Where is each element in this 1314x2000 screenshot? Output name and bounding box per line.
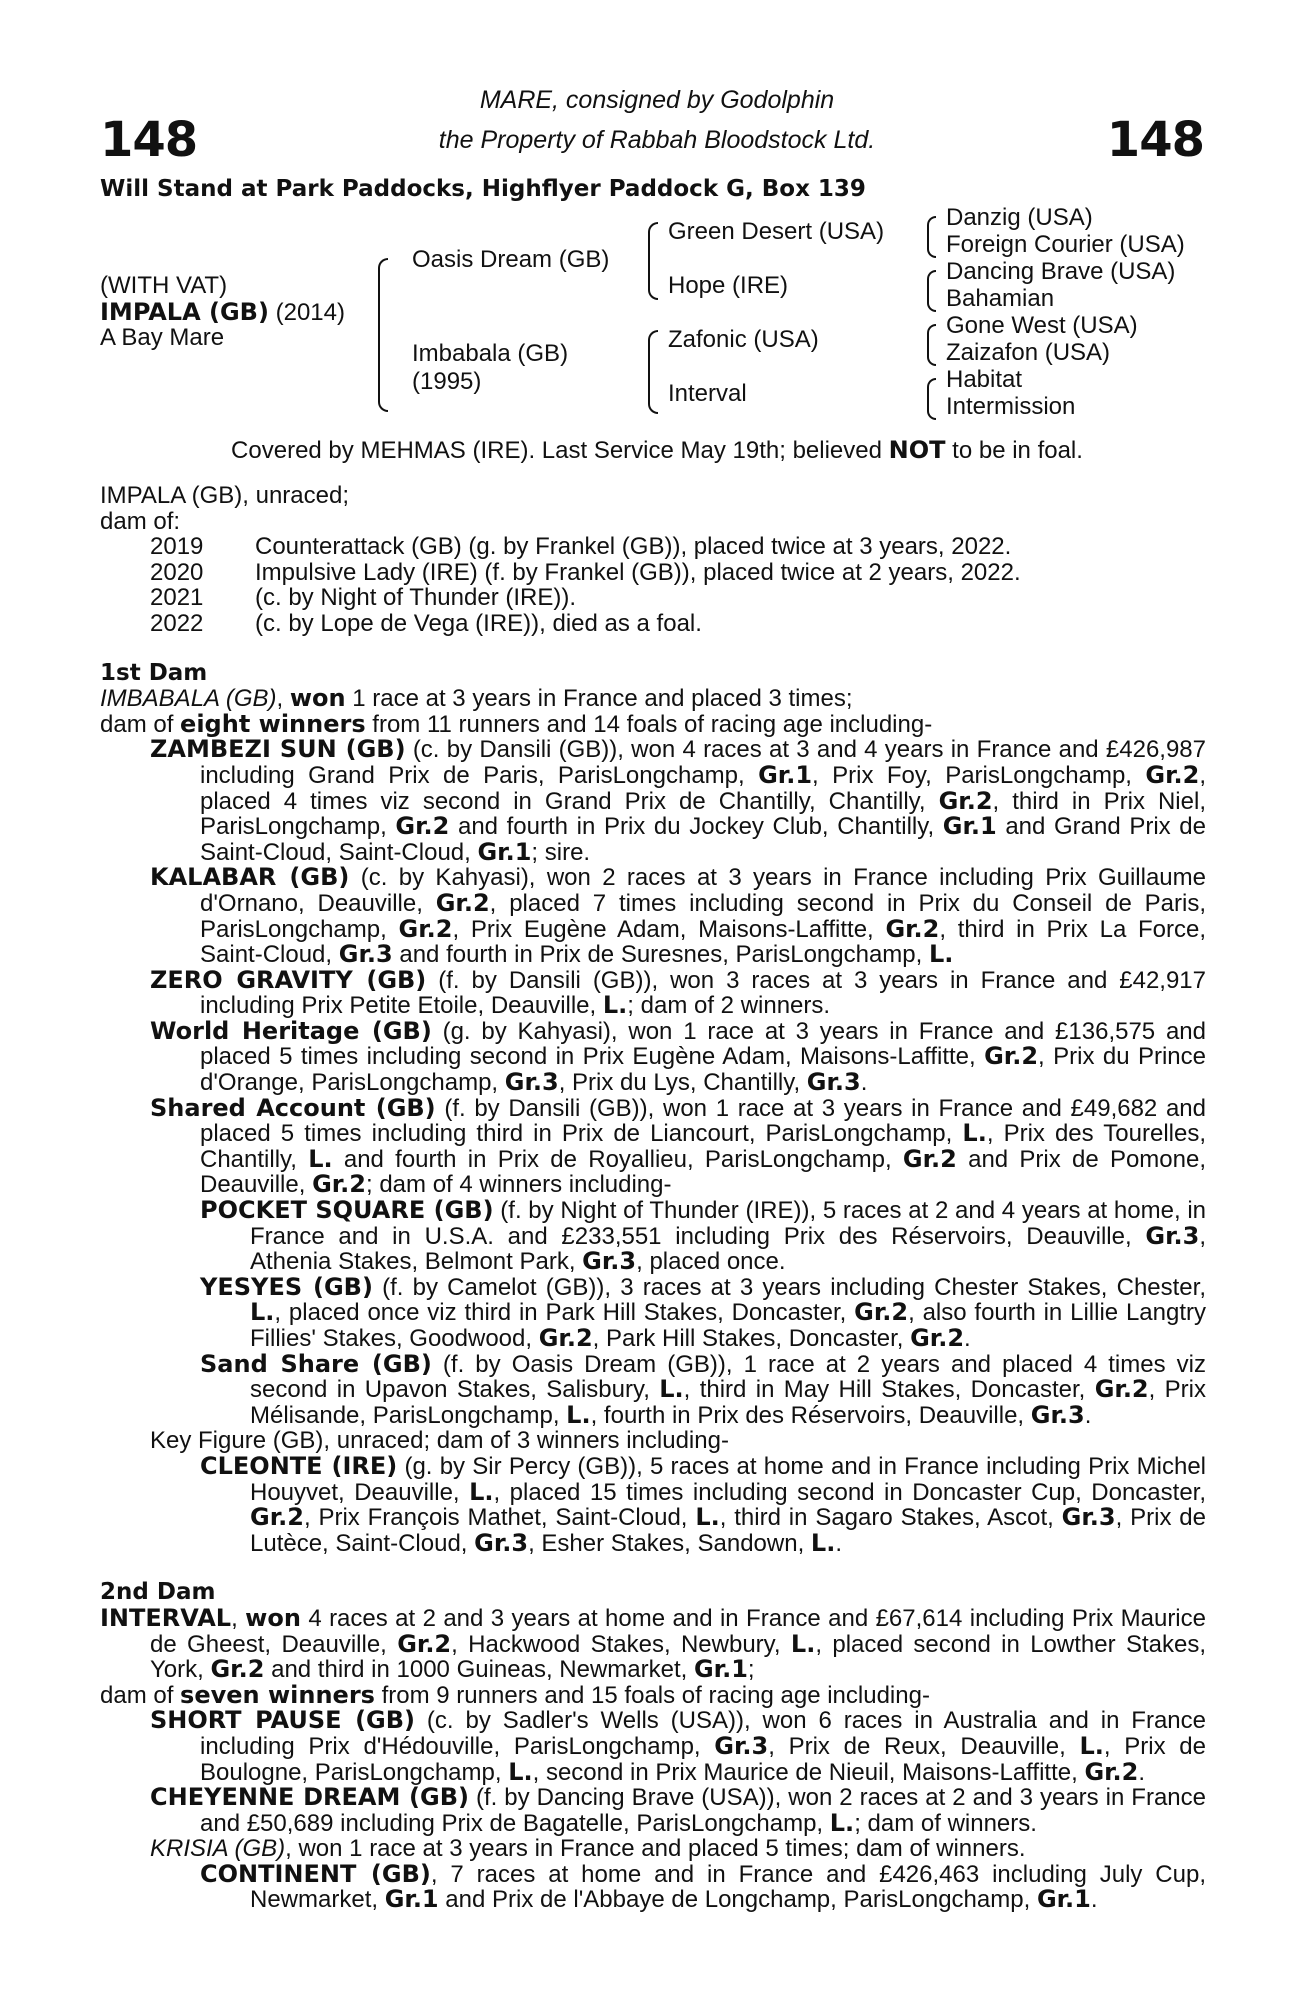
text-fragment: Gr.3 [1061, 1503, 1116, 1532]
text-fragment: . [860, 1069, 868, 1097]
text-fragment: dam of [100, 1681, 181, 1709]
first-dam-heading: 1st Dam [100, 659, 208, 686]
text-fragment: (f. by Oasis Dream (GB)), 1 race at 2 years and placed 4 times viz second in Upavon Stakes, Salisbury, [250, 1350, 1206, 1404]
text-fragment: and Grand Prix de Saint-Cloud, Saint-Cloud, [200, 813, 1206, 866]
catalogue-body [100, 483, 1206, 1913]
text-fragment: , placed 15 times including second in Doncaster Cup, Doncaster, [493, 1478, 1207, 1506]
text-fragment: Gr.2 [538, 1324, 593, 1352]
text-fragment: Gr.3 [806, 1068, 861, 1097]
text-fragment: INTERVAL [100, 1603, 232, 1632]
text-fragment: , second in Prix Maurice de Nieuil, Maisons-Laffitte, [532, 1758, 1085, 1786]
text-fragment: L. [659, 1375, 684, 1404]
text-fragment: Gr.2 [910, 1324, 965, 1352]
text-fragment: 2019 [150, 533, 204, 561]
text-fragment: . [1090, 1886, 1098, 1914]
text-fragment: , third in May Hill Stakes, Doncaster, [683, 1376, 1095, 1404]
text-fragment: ; sire. [531, 838, 591, 866]
second-dam-record: INTERVAL, won 4 races at 2 and 3 years at home and in France and £67,614 including Prix Maurice de Gheest, Deauville, Gr.2, Hackwood Stakes, Newbury, L., placed second in Lowther Stakes, York, Gr.2 and third in 1000 Guineas, Newmarket, Gr.1; [100, 1603, 1206, 1684]
text-fragment: World Heritage (GB) [150, 1016, 432, 1045]
pedigree-dsd: Zaizafon (USA) [946, 339, 1111, 366]
brace-g3-2 [927, 270, 936, 312]
text-fragment: , Prix de Boulogne, ParisLongchamp, [200, 1732, 1207, 1786]
produce-row [100, 585, 1206, 611]
covered-statement [0, 436, 1314, 465]
text-fragment: ; dam of 4 winners including- [366, 1171, 672, 1199]
text-fragment: (c. by Kahyasi), won 2 races at 3 years in France including Prix Guillaume d'Ornano, Deauville, [200, 864, 1206, 917]
text-fragment: (f. by Dancing Brave (USA)), won 2 races at 2 and 3 years in France and £50,689 including Prix de Bagatelle, ParisLongchamp, [200, 1784, 1207, 1837]
entry-short-pause [100, 1708, 1206, 1785]
text-fragment: CHEYENNE DREAM (GB) [150, 1783, 469, 1812]
text-fragment: (c. by Night of Thunder (IRE)). [255, 584, 576, 612]
text-fragment: , Prix du Lys, Chantilly, [558, 1069, 807, 1097]
text-fragment: , Prix Foy, ParisLongchamp, [812, 761, 1146, 789]
text-fragment: , placed second in Lowther Stakes, York, [150, 1630, 1206, 1684]
text-fragment: , Prix de Lutèce, Saint-Cloud, [250, 1504, 1207, 1557]
text-fragment: , third in Prix Niel, ParisLongchamp, [200, 787, 1206, 841]
text-fragment: (c. by Dansili (GB)), won 4 races at 3 and 4 years in France and £426,987 including Grand Prix de Paris, ParisLongchamp, [200, 736, 1206, 789]
text-fragment: L. [1079, 1731, 1104, 1760]
pedigree-dss: Gone West (USA) [946, 312, 1138, 339]
pedigree-sdd: Bahamian [946, 285, 1055, 312]
text-fragment: , third in Sagaro Stakes, Ascot, [719, 1504, 1062, 1532]
text-fragment: from 11 runners and 14 foals of racing age including- [365, 710, 933, 738]
text-fragment: CLEONTE (IRE) [200, 1451, 398, 1480]
horse-name: IMPALA (GB) [100, 298, 269, 326]
text-fragment: 2021 [150, 584, 204, 612]
text-fragment: and fourth in Prix de Suresnes, ParisLongchamp, [392, 941, 929, 969]
entry-key-figure: Key Figure (GB), unraced; dam of 3 winners including- [150, 1427, 729, 1455]
text-fragment: , Esher Stakes, Sandown, [528, 1529, 811, 1557]
text-fragment: , Prix des Tourelles, Chantilly, [200, 1120, 1207, 1173]
text-fragment: 1 race at 3 years in France and placed 3 times; [345, 685, 853, 713]
brace-g3-3 [927, 324, 936, 366]
entry-shared-account [100, 1093, 1207, 1199]
text-fragment: L. [962, 1119, 987, 1148]
text-fragment: KRISIA (GB) [150, 1835, 286, 1863]
text-fragment: ; dam of 2 winners. [627, 992, 831, 1020]
text-fragment: L. [469, 1477, 494, 1506]
text-fragment: Gr.2 [395, 812, 450, 841]
text-fragment: Gr.1 [758, 760, 813, 789]
entry-cleonte [100, 1451, 1207, 1557]
pedigree-sds: Dancing Brave (USA) [946, 258, 1176, 285]
text-fragment: (f. by Night of Thunder (IRE)), 5 races at 2 and 4 years at home, in France and in U.S.A. and £233,551 including Prix des Réservoirs, Deauville, [250, 1197, 1207, 1250]
text-fragment: Gr.2 [885, 914, 940, 943]
text-fragment: , Prix du Prince d'Orange, ParisLongchamp, [200, 1043, 1206, 1097]
text-fragment: 2020 [150, 558, 204, 586]
text-fragment: L. [695, 1503, 720, 1532]
text-fragment: . [1138, 1758, 1146, 1786]
text-fragment: ZERO GRAVITY (GB) [150, 965, 427, 994]
text-fragment: ZAMBEZI SUN (GB) [150, 735, 406, 764]
text-fragment: L. [829, 1808, 855, 1837]
text-fragment: , Prix de Reux, Deauville, [768, 1732, 1080, 1760]
second-dam-heading: 2nd Dam [100, 1579, 216, 1606]
text-fragment: CONTINENT (GB) [200, 1859, 431, 1888]
pedigree-sss: Danzig (USA) [946, 204, 1093, 231]
first-dam-produce-summary [100, 709, 1206, 738]
text-fragment: L. [508, 1757, 533, 1786]
brace-dam-line [648, 330, 658, 414]
second-dam-produce-summary [100, 1680, 1206, 1709]
text-fragment: (f. by Dansili (GB)), won 1 race at 3 years in France and £49,682 and placed 5 times including third in Prix de Liancourt, ParisLongchamp, [200, 1094, 1206, 1148]
text-fragment: Gr.2 [902, 1144, 957, 1173]
entry-yesyes [100, 1272, 1206, 1352]
text-fragment: L. [928, 940, 954, 969]
text-fragment: and Prix de Pomone, Deauville, [200, 1145, 1207, 1199]
text-fragment: Gr.2 [210, 1655, 265, 1684]
text-fragment: Gr.2 [1145, 760, 1200, 789]
text-fragment: Gr.3 [504, 1068, 559, 1097]
text-fragment: 4 races at 2 and 3 years at home and in France and £67,614 including Prix Maurice de Gheest, Deauville, [150, 1604, 1206, 1658]
horse-name-line [100, 298, 345, 327]
text-fragment: , also fourth in Lillie Langtry Fillies' Stakes, Goodwood, [250, 1299, 1206, 1352]
text-fragment: Gr.1 [477, 837, 532, 866]
text-fragment: L. [250, 1298, 275, 1327]
lot-number-left: 148 [100, 112, 198, 168]
text-fragment: , placed 7 times including second in Prix du Conseil de Paris, ParisLongchamp, [200, 889, 1206, 943]
text-fragment: ; dam of winners. [854, 1809, 1037, 1837]
consignment-line-1: MARE, consigned by Godolphin [479, 86, 835, 114]
pedigree-dam-sire: Zafonic (USA) [668, 326, 819, 353]
text-fragment: Gr.2 [854, 1298, 909, 1327]
text-fragment: Gr.2 [250, 1503, 304, 1532]
stand-info: Will Stand at Park Paddocks, Highflyer Paddock G, Box 139 [100, 176, 866, 202]
brace-g3-1 [927, 216, 936, 258]
text-fragment: Gr.3 [1145, 1221, 1200, 1250]
text-fragment: L. [566, 1400, 591, 1429]
text-fragment: , won 1 race at 3 years in France and placed 5 times; dam of winners. [285, 1835, 1026, 1863]
text-fragment: SHORT PAUSE (GB) [150, 1706, 416, 1735]
text-fragment: Gr.3 [582, 1247, 637, 1276]
text-fragment: and fourth in Prix du Jockey Club, Chantilly, [449, 813, 943, 841]
text-fragment: seven winners [180, 1680, 375, 1709]
text-fragment: POCKET SQUARE (GB) [200, 1196, 494, 1225]
text-fragment: (f. by Dansili (GB)), won 3 races at 3 years in France and £42,917 including Prix Petite Etoile, Deauville, [200, 966, 1206, 1020]
text-fragment: Gr.3 [714, 1731, 769, 1760]
text-fragment: Gr.2 [1094, 1375, 1149, 1404]
entry-krisia [100, 1836, 1206, 1862]
text-fragment: (c. by Lope de Vega (IRE)), died as a foal. [255, 609, 702, 637]
pedigree-dam-dam: Interval [668, 380, 747, 407]
text-fragment: , third in Prix La Force, Saint-Cloud, [200, 915, 1207, 969]
text-fragment: and third in 1000 Guineas, Newmarket, [264, 1656, 694, 1684]
text-fragment: and fourth in Prix de Royallieu, ParisLongchamp, [332, 1145, 903, 1173]
text-fragment: , fourth in Prix des Réservoirs, Deauville, [590, 1401, 1031, 1429]
text-fragment: Gr.1 [384, 1885, 439, 1914]
text-fragment: Gr.1 [942, 812, 997, 841]
text-fragment: , Park Hill Stakes, Doncaster, [592, 1325, 911, 1352]
text-fragment: . [835, 1529, 842, 1557]
text-fragment: , placed once viz third in Park Hill Stakes, Doncaster, [274, 1299, 855, 1327]
text-fragment: Gr.1 [1036, 1885, 1091, 1914]
text-fragment: Impulsive Lady (IRE) (f. by Frankel (GB)), placed twice at 2 years, 2022. [255, 558, 1021, 586]
text-fragment: Gr.3 [1030, 1400, 1085, 1429]
text-fragment: L. [308, 1144, 333, 1173]
entry-cheyenne-dream [100, 1785, 1206, 1836]
text-fragment: , 7 races at home and in France and £426,463 including July Cup, Newmarket, [250, 1860, 1206, 1914]
text-fragment: IMBABALA (GB) [100, 685, 277, 713]
text-fragment: (g. by Sir Percy (GB)), 5 races at home and in France including Prix Michel Houyvet, Deauville, [250, 1452, 1206, 1506]
pedigree-dam-year: (1995) [412, 368, 482, 395]
text-fragment: and Prix de l'Abbaye de Longchamp, ParisLongchamp, [438, 1886, 1037, 1914]
text-fragment: Gr.2 [398, 914, 453, 943]
text-fragment: YESYES (GB) [200, 1272, 373, 1301]
text-fragment: , Prix Eugène Adam, Maisons-Laffitte, [452, 915, 886, 943]
text-fragment: won [289, 684, 346, 713]
pedigree-dds: Habitat [946, 366, 1023, 393]
text-fragment: L. [790, 1629, 816, 1658]
first-dam-record: IMBABALA (GB), won 1 race at 3 years in France and placed 3 times; [100, 684, 853, 713]
text-fragment: . [1084, 1401, 1092, 1429]
text-fragment: Shared Account (GB) [150, 1093, 436, 1122]
text-fragment: Gr.1 [693, 1655, 748, 1684]
text-fragment: (g. by Kahyasi), won 1 race at 3 years in France and £136,575 and placed 5 times including second in Prix Eugène Adam, Maisons-Laffitte, [200, 1017, 1206, 1071]
text-fragment: Covered by MEHMAS (IRE). Last Service May 19th; believed [231, 437, 889, 464]
text-fragment: Sand Share (GB) [200, 1349, 432, 1378]
pedigree-sire-dam: Hope (IRE) [668, 272, 789, 299]
text-fragment: eight winners [180, 709, 366, 738]
text-fragment: ; [747, 1656, 755, 1684]
text-fragment: Gr.2 [938, 786, 993, 815]
text-fragment: 2022 [150, 609, 204, 637]
produce-list [100, 534, 1206, 636]
text-fragment: won [245, 1603, 301, 1632]
vat-label: (WITH VAT) [100, 272, 228, 299]
entry-zero-gravity [100, 965, 1206, 1020]
entry-pocket-square [100, 1198, 1206, 1275]
text-fragment: KALABAR (GB) [150, 863, 350, 892]
text-fragment: (c. by Sadler's Wells (USA)), won 6 races in Australia and in France including Prix d'Hédouville, ParisLongchamp, [200, 1707, 1206, 1760]
text-fragment: Gr.3 [338, 940, 393, 969]
text-fragment: , Prix Mélisande, ParisLongchamp, [250, 1376, 1207, 1429]
produce-row [100, 560, 1206, 586]
entry-world-heritage [100, 1016, 1206, 1097]
text-fragment: , placed 4 times viz second in Grand Prix de Chantilly, Chantilly, [200, 761, 1207, 815]
text-fragment: . [964, 1325, 971, 1352]
text-fragment: Gr.3 [474, 1528, 529, 1557]
produce-row [100, 611, 1206, 637]
horse-description: A Bay Mare [100, 324, 225, 351]
brace-g3-4 [927, 378, 936, 420]
text-fragment: Gr.2 [397, 1629, 452, 1658]
text-fragment: , Athenia Stakes, Belmont Park, [250, 1222, 1206, 1276]
text-fragment: (f. by Camelot (GB)), 3 races at 3 years including Chester Stakes, Chester, [372, 1273, 1206, 1301]
entry-continent [100, 1859, 1206, 1914]
text-fragment: Gr.2 [435, 888, 490, 917]
text-fragment: dam of [100, 710, 181, 738]
brace-sire-line [648, 222, 658, 300]
produce-row [100, 534, 1206, 560]
lot-number-right: 148 [1106, 112, 1204, 168]
text-fragment: Gr.2 [312, 1170, 366, 1199]
text-fragment: , Prix François Mathet, Saint-Cloud, [303, 1504, 696, 1532]
covered-not: NOT [888, 436, 946, 464]
pedigree-sire: Oasis Dream (GB) [412, 246, 610, 273]
text-fragment: Gr.2 [1084, 1757, 1139, 1786]
entry-zambezi-sun [100, 737, 1206, 865]
brace-generation-1 [378, 258, 388, 412]
horse-year: (2014) [275, 299, 345, 326]
consignment-line-2: the Property of Rabbah Bloodstock Ltd. [438, 126, 876, 154]
text-fragment: L. [602, 991, 628, 1020]
pedigree-ssd: Foreign Courier (USA) [946, 231, 1185, 258]
entry-kalabar [100, 865, 1206, 967]
text-fragment: Counterattack (GB) (g. by Frankel (GB)), placed twice at 3 years, 2022. [255, 533, 1012, 561]
pedigree-sire-sire: Green Desert (USA) [668, 218, 885, 245]
produce-dam-of: dam of: [100, 507, 181, 535]
entry-sand-share [100, 1349, 1207, 1429]
pedigree-ddd: Intermission [946, 393, 1076, 420]
text-fragment: from 9 runners and 15 foals of racing age including- [374, 1681, 930, 1709]
text-fragment: , placed once. [636, 1248, 786, 1276]
produce-intro: IMPALA (GB), unraced; [100, 482, 349, 509]
text-fragment: , Hackwood Stakes, Newbury, [451, 1630, 791, 1658]
text-fragment: L. [810, 1528, 836, 1557]
text-fragment: to be in foal. [945, 437, 1083, 464]
pedigree-dam: Imbabala (GB) [412, 340, 569, 367]
text-fragment: Gr.2 [984, 1042, 1039, 1071]
